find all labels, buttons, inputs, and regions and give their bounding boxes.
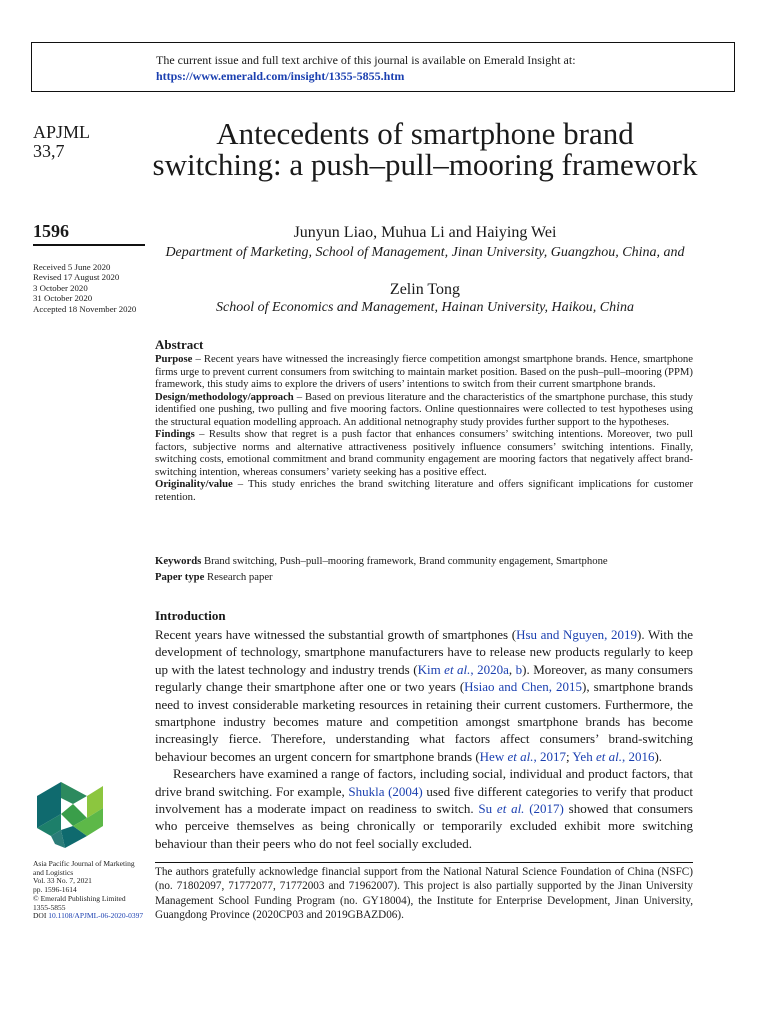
volume-issue: 33,7: [33, 141, 65, 161]
keywords: [155, 553, 693, 569]
purpose-text: – Recent years have witnessed the increasingly fierce competition amongst smartphone brands. Hence, smartphone firms urge to prevent current consumers from switching to maintain market position. Based on the push–pull–mooring (PPM) framework, this study aims to explore the drivers of users’ intentions to switch from their current smartphone brands.: [155, 353, 693, 390]
citation-link[interactable]: Hsu and Nguyen, 2019: [516, 627, 638, 642]
footnote-rule: [155, 862, 693, 863]
introduction-heading: Introduction: [155, 608, 226, 623]
text-run: ), smartphone brands need to invest considerable marketing resources in retaining their current customers. Furthermore, the smartphone industry becomes mature and competition amongst smartphone brands has become increasingly fierce. Therefore, understanding what factors affect consumers’ brand-switching behaviour becomes an urgent concern for smartphone brands (: [155, 679, 693, 764]
abstract-heading: Abstract: [155, 337, 204, 352]
sidebar-rule: [33, 244, 145, 246]
text-run: ).: [654, 748, 663, 764]
text-run: ). With the development of technology, smartphone manufacturers have to release new products regularly to keep up with the latest technology and industry trends (: [155, 627, 693, 677]
originality-text: – This study enriches the brand switching literature and offers significant implications for customer retention.: [155, 478, 693, 503]
pubinfo-line: Asia Pacific Journal of Marketing: [33, 859, 135, 868]
citation-link[interactable]: b: [515, 661, 523, 677]
citation-link[interactable]: Hsiao and Chen, 2015: [464, 679, 583, 695]
keywords-block: [155, 553, 693, 585]
pubinfo-line: pp. 1596-1614: [33, 885, 77, 895]
text-run: Recent years have witnessed the substantial growth of smartphones (: [155, 627, 517, 642]
citation-link[interactable]: [478, 801, 563, 816]
archive-notice: The current issue and full text archive of this journal is available on Emerald Insight at:: [156, 53, 576, 67]
paper-type: [155, 569, 693, 585]
paper-type-text: Research paper: [204, 571, 273, 583]
citation-part: Hew: [479, 748, 508, 764]
findings-text: – Results show that regret is a push factor that enhances consumers’ switching intentions. Moreover, two pull factors, subjective norms and alternative attractiveness positively influence consumers’ switching intentions. Finally, switching costs, emotional commitment and brand community engagement are mooring factors that negatively affect brand-switching intention, whereas consumers’ variety seeking has a positive effect.: [155, 428, 693, 478]
citation-part: et al.: [444, 661, 471, 677]
text-run: ,: [508, 661, 516, 677]
text-run: ;: [565, 748, 573, 764]
purpose-label: Purpose: [155, 353, 193, 365]
abstract-originality: [155, 478, 693, 503]
history-line: 3 October 2020: [33, 282, 88, 293]
pubinfo-line: and Logistics: [33, 867, 74, 877]
introduction-body: [155, 626, 693, 852]
doi-link[interactable]: 10.1108/APJML-06-2020-0397: [48, 911, 144, 921]
citation-part: et al.: [595, 748, 622, 764]
journal-notice-box: [31, 42, 735, 92]
paper-type-label: Paper type: [155, 571, 205, 583]
abstract-purpose: [155, 353, 693, 391]
citation-part: , 2020a: [470, 661, 509, 677]
abstract-findings: [155, 428, 693, 478]
citation-part: Kim: [417, 661, 445, 677]
journal-code: [33, 123, 90, 161]
article-title: Antecedents of smartphone brand switching: a push–pull–mooring framework: [152, 116, 698, 182]
text-run: Researchers have examined a range of factors, including social, individual and product factors, that drive brand switching. For example,: [155, 766, 693, 799]
text-run: used five different categories to verify that product involvement has a moderate impact on readiness to switch.: [155, 783, 693, 817]
submission-history: [33, 262, 136, 314]
pubinfo-line: © Emerald Publishing Limited: [33, 893, 126, 903]
citation-part: Su: [478, 801, 497, 817]
keywords-label: Keywords: [155, 555, 202, 567]
text-run: ). Moreover, as many consumers regularly change their smartphone after one or two years (: [155, 661, 693, 695]
history-line: Received 5 June 2020: [33, 262, 111, 272]
page-number: 1596: [33, 221, 69, 241]
affiliation-jinan: Department of Marketing, School of Management, Jinan University, Guangzhou, China, and: [165, 245, 685, 260]
citation-part: et al.: [507, 748, 534, 764]
intro-paragraph-1: [155, 626, 693, 765]
pubinfo-line: Vol. 33 No. 7, 2021: [33, 876, 92, 886]
journal-abbrev: APJML: [33, 122, 91, 142]
design-text: – Based on previous literature and the characteristics of the smartphone purchase, this study identified one pushing, two pulling and five mooring factors. Online questionnaires were collected to test hypotheses using the structural equation modelling approach. An additional netnography study provides further support to the hypotheses.: [155, 390, 693, 428]
keywords-text: Brand switching, Push–pull–mooring framework, Brand community engagement, Smartphone: [201, 555, 608, 567]
history-line: Accepted 18 November 2020: [33, 303, 137, 314]
citation-part: , 2016: [621, 748, 655, 764]
doi-label: DOI: [33, 911, 47, 921]
history-line: 31 October 2020: [33, 293, 93, 304]
pubinfo-line: 1355-5855: [33, 902, 66, 912]
history-line: Revised 17 August 2020: [33, 272, 120, 283]
citation-part: (2017): [524, 801, 564, 817]
author-list: Junyun Liao, Muhua Li and Haiying Wei: [293, 224, 557, 241]
abstract-design: [155, 391, 693, 429]
design-label: Design/methodology/approach: [155, 390, 294, 403]
citation-part: et al.: [496, 801, 525, 817]
affiliation-hainan: School of Economics and Management, Hainan University, Haikou, China: [216, 300, 634, 315]
citation-link[interactable]: [572, 749, 654, 764]
citation-link[interactable]: [480, 749, 566, 764]
text-run: showed that consumers who perceive themselves as being chronically or temporarily excluded exhibit more switching behaviour than their peers who do not feel socially excluded.: [155, 801, 693, 851]
intro-paragraph-2: [155, 765, 693, 852]
citation-link[interactable]: Shukla (2004): [348, 783, 423, 799]
publication-info: [33, 860, 151, 921]
journal-url-link[interactable]: https://www.emerald.com/insight/1355-5855.htm: [156, 69, 405, 83]
author-second-group: Zelin Tong: [389, 281, 461, 298]
funding-footnote: The authors gratefully acknowledge financial support from the National Natural Science Foundation of China (NSFC) (no. 71802097, 71772077, 71772003 and 71962007). This project is also partially supported by the Jinan University Management School Funding Program (no. GY18004), the Institute for Enterprise Development, Jinan University, Guangdong Province (2020CP03 and 2019GBAZD06).: [155, 866, 693, 922]
citation-link[interactable]: [418, 662, 509, 677]
findings-label: Findings: [155, 428, 195, 440]
originality-label: Originality/value: [155, 478, 233, 490]
citation-part: Yeh: [572, 748, 596, 764]
abstract-body: [155, 353, 693, 503]
citation-part: , 2017: [533, 748, 566, 764]
emerald-logo-icon: [33, 774, 129, 854]
doi-line: [33, 912, 151, 921]
